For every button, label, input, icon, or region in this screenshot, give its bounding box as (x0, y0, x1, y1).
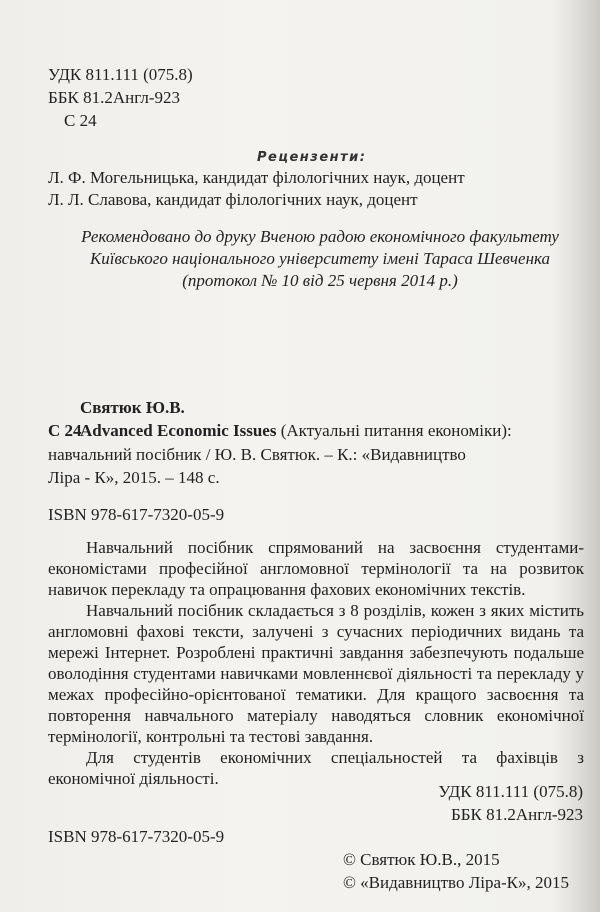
bbk-code: ББК 81.2Англ-923 (48, 88, 180, 107)
catalog-title-line (80, 420, 512, 442)
copyright-author: © Святюк Ю.В., 2015 (343, 850, 500, 869)
catalog-title-translation: (Актуальні питання економіки): (276, 421, 512, 440)
footer-isbn: ISBN 978-617-7320-05-9 (48, 827, 225, 846)
catalog-code: С 24 (48, 421, 82, 440)
reviewers-heading: Рецензенти: (257, 150, 367, 165)
catalog-line-3: Ліра - К», 2015. – 148 с. (48, 468, 220, 487)
copyright-publisher: © «Видавництво Ліра-К», 2015 (343, 873, 570, 892)
annotation (48, 537, 584, 789)
annotation-paragraph: Для студентів економічних спеціальностей та фахівців з економічної діяльності. (48, 748, 584, 788)
catalog-line-2: навчальний посібник / Ю. В. Святюк. – К.: «Видавництво (48, 445, 466, 464)
reviewer-2: Л. Л. Славова, кандидат філологічних наук, доцент (48, 190, 418, 209)
footer-udk: УДК 811.111 (075.8) (438, 782, 583, 801)
annotation-paragraph: Навчальний посібник складається з 8 розділів, кожен з яких містить англомовні фахові тексти, залучені з сучасних періодичних видань та мережі Інтернет. Розроблені практичні завдання забезпечують подальше оволодіння студентами навичками мовленнєвої діяльності та перекладу у межах професійно-орієнтованої тематики. Для кращого засвоєння та повторення навчального матеріалу наводяться словник економічної термінології, контрольні та тестові завдання. (48, 601, 584, 746)
isbn: ISBN 978-617-7320-05-9 (48, 505, 225, 524)
recommendation-line-3: (протокол № 10 від 25 червня 2014 р.) (182, 271, 458, 290)
recommendation-line-2: Київського національного університету імені Тараса Шевченка (89, 249, 551, 268)
annotation-paragraph: Навчальний посібник спрямований на засвоєння студентами-економістами професійної англомовної термінології та на розвиток навичок перекладу та опрацювання фахових економічних текстів. (48, 538, 584, 599)
author-sign: С 24 (64, 111, 97, 130)
udk-code: УДК 811.111 (075.8) (48, 65, 193, 84)
footer-bbk: ББК 81.2Англ-923 (451, 805, 583, 824)
catalog-title: Advanced Economic Issues (80, 421, 277, 440)
catalog-author: Святюк Ю.В. (80, 398, 185, 417)
reviewer-1: Л. Ф. Могельницька, кандидат філологічних наук, доцент (48, 168, 465, 187)
recommendation-line-1: Рекомендовано до друку Вченою радою економічного факультету (81, 227, 559, 246)
